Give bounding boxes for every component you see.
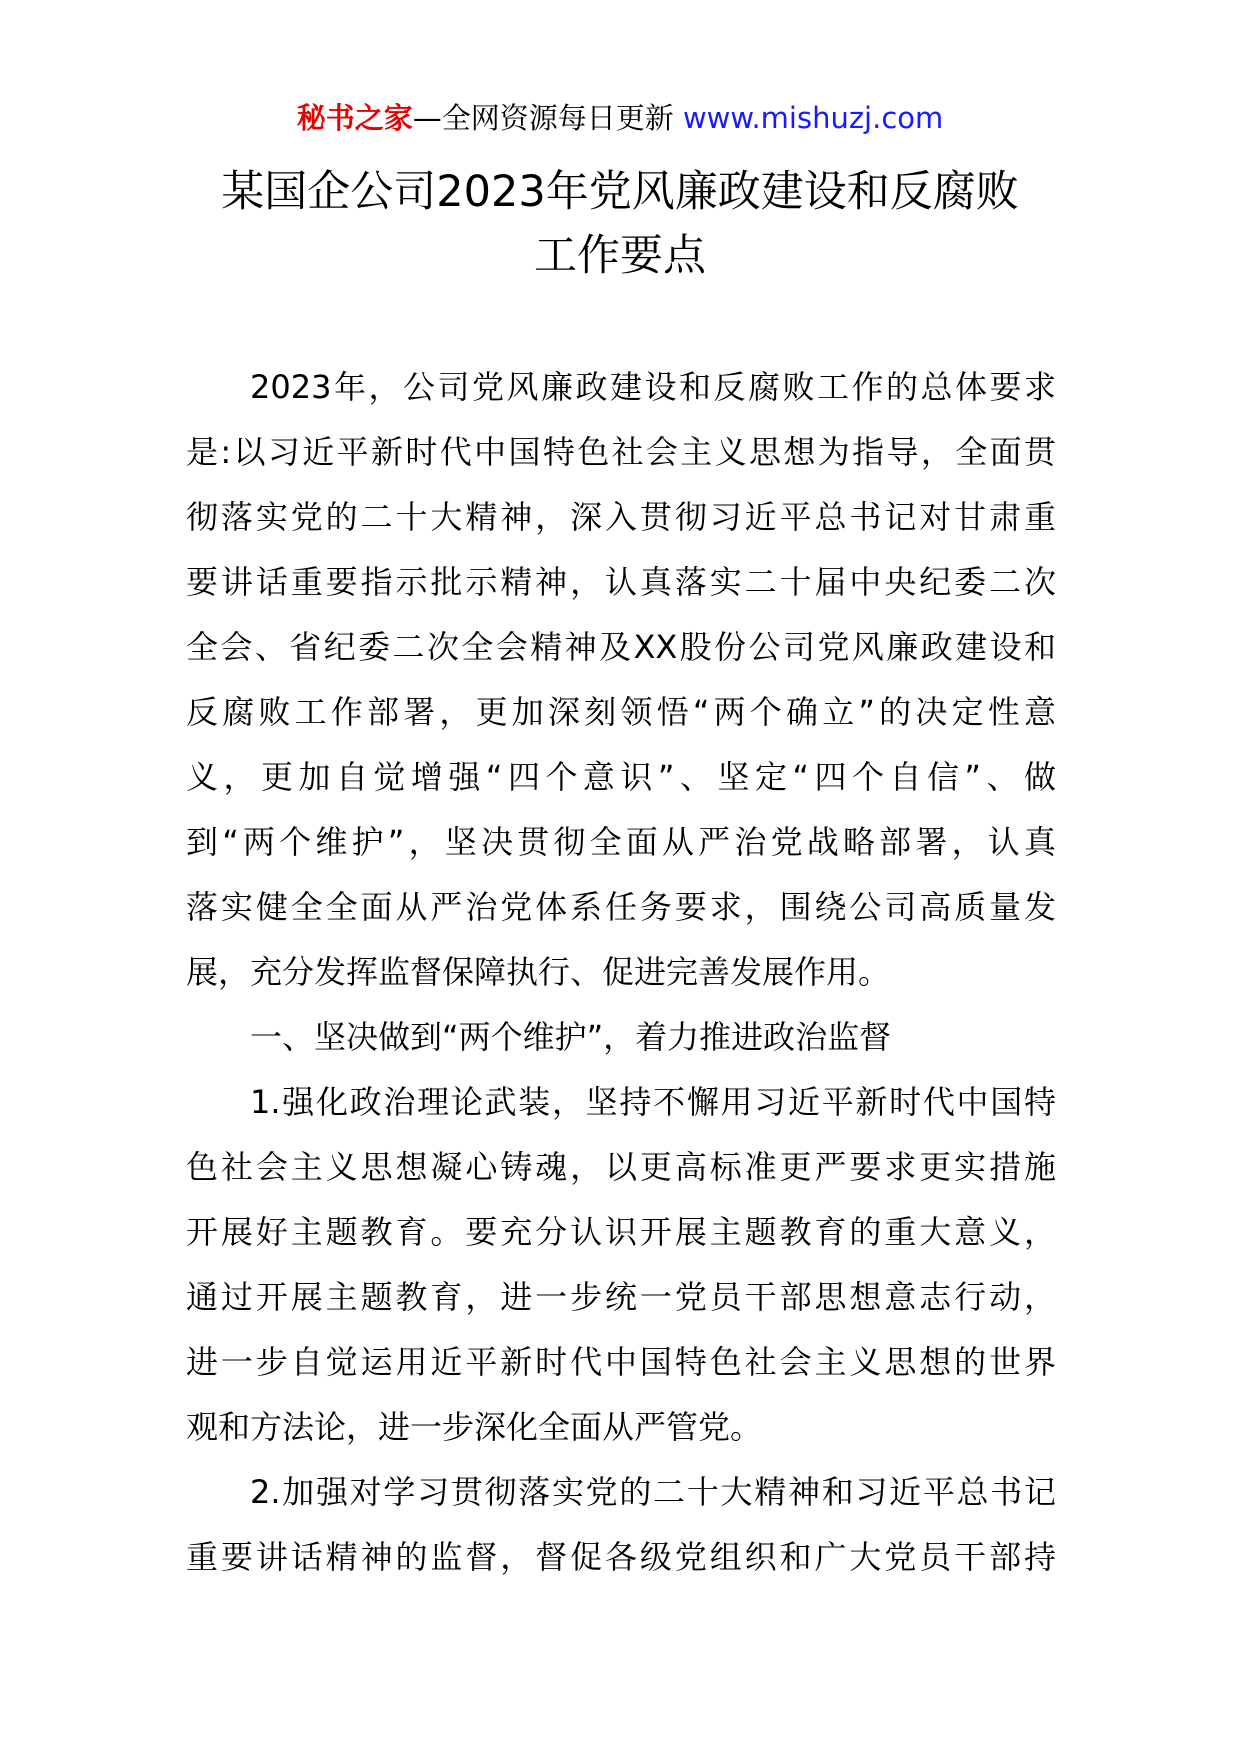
paragraph-line: 色社会主义思想凝心铸魂，以更高标准更严要求更实措施: [186, 1148, 1056, 1186]
paragraph-line: 进一步自觉运用近平新时代中国特色社会主义思想的世界: [186, 1343, 1056, 1381]
document-body: [186, 355, 1056, 1590]
paragraph-line: 是:以习近平新时代中国特色社会主义思想为指导，全面贯: [186, 433, 1056, 471]
banner-slogan: —全网资源每日更新: [412, 101, 674, 135]
paragraph-line: 要讲话重要指示批示精神，认真落实二十届中央纪委二次: [186, 563, 1056, 601]
paragraph-line: 观和方法论，进一步深化全面从严管党。: [186, 1408, 763, 1446]
brand-name: 秘书之家: [296, 101, 413, 135]
section-heading: 一、坚决做到“两个维护”，着力推进政治监督: [250, 1018, 892, 1056]
paragraph-line: 落实健全全面从严治党体系任务要求，围绕公司高质量发: [186, 888, 1056, 926]
paragraph-line: 彻落实党的二十大精神，深入贯彻习近平总书记对甘肃重: [186, 498, 1056, 536]
title-line-2: 工作要点: [534, 231, 706, 281]
title-line-1: 某国企公司2023年党风廉政建设和反腐败: [221, 167, 1019, 217]
paragraph-line: 重要讲话精神的监督，督促各级党组织和广大党员干部持: [186, 1538, 1056, 1576]
document-title: [150, 160, 1090, 288]
paragraph-line: 2.加强对学习贯彻落实党的二十大精神和习近平总书记: [250, 1473, 1056, 1511]
website-link[interactable]: www.mishuzj.com: [682, 101, 944, 135]
paragraph-line: 2023年，公司党风廉政建设和反腐败工作的总体要求: [250, 368, 1056, 406]
header-banner: [0, 98, 1240, 138]
paragraph-line: 通过开展主题教育，进一步统一党员干部思想意志行动，: [186, 1278, 1056, 1316]
paragraph-line: 展，充分发挥监督保障执行、促进完善发展作用。: [186, 953, 891, 991]
paragraph-line: 义，更加自觉增强“四个意识”、坚定“四个自信”、做: [186, 758, 1056, 796]
paragraph-line: 开展好主题教育。要充分认识开展主题教育的重大意义，: [186, 1213, 1056, 1251]
paragraph-line: 到“两个维护”，坚决贯彻全面从严治党战略部署，认真: [186, 823, 1056, 861]
paragraph-line: 全会、省纪委二次全会精神及XX股份公司党风廉政建设和: [186, 628, 1056, 666]
paragraph-line: 反腐败工作部署，更加深刻领悟“两个确立”的决定性意: [186, 693, 1056, 731]
paragraph-line: 1.强化政治理论武装，坚持不懈用习近平新时代中国特: [250, 1083, 1056, 1121]
